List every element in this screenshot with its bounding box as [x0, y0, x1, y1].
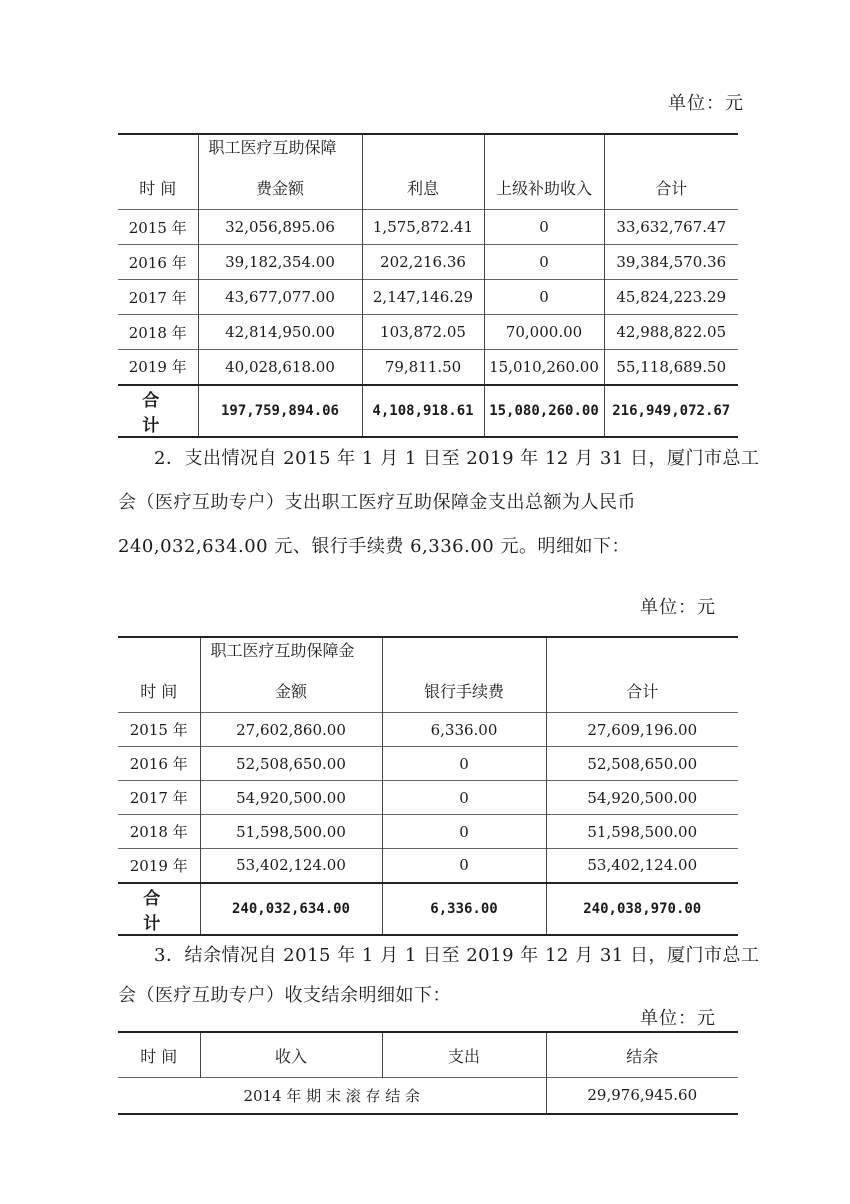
paragraph-line: 2．支出情况自 2015 年 1 月 1 日至 2019 年 12 月 31 日，厦门市总工 — [154, 448, 760, 469]
row-bank-fee: 6,336.00 — [382, 713, 546, 747]
row-bank-fee: 0 — [382, 781, 546, 815]
row-year: 2016 年 — [118, 245, 198, 280]
table-row — [118, 350, 738, 385]
row-year: 2017 年 — [118, 280, 198, 315]
col-subsidy: 上级补助收入 — [484, 134, 604, 210]
row-subsidy: 0 — [484, 245, 604, 280]
col-time: 时 间 — [140, 1046, 178, 1066]
table-row — [118, 315, 738, 350]
row-interest: 1,575,872.41 — [362, 210, 484, 245]
row-total: 45,824,223.29 — [604, 280, 738, 315]
table2-unit: 单位：元 — [640, 597, 716, 618]
row-fee: 42,814,950.00 — [198, 315, 362, 350]
balance-table-header — [118, 1032, 738, 1078]
paragraph-line: 会（医疗互助专户）支出职工医疗互助保障金支出总额为人民币 — [118, 492, 636, 513]
row-total: 55,118,689.50 — [604, 350, 738, 385]
row-year: 2019 年 — [118, 849, 200, 883]
col-interest: 利息 — [362, 134, 484, 210]
total-label: 合 计 — [118, 385, 198, 437]
table-row — [118, 747, 738, 781]
table3-unit: 单位：元 — [640, 1008, 716, 1029]
row-total: 27,609,196.00 — [546, 713, 738, 747]
row-amount: 52,508,650.00 — [200, 747, 382, 781]
total-label: 合 计 — [118, 883, 200, 935]
total-row — [118, 883, 738, 935]
paragraph-line: 240,032,634.00 元、银行手续费 6,336.00 元。明细如下： — [118, 536, 630, 557]
paragraph-line: 3．结余情况自 2015 年 1 月 1 日至 2019 年 12 月 31 日，厦门市总工 — [154, 945, 760, 966]
row-total: 42,988,822.05 — [604, 315, 738, 350]
table-row — [118, 815, 738, 849]
col-balance: 结余 — [546, 1032, 738, 1078]
row-amount: 27,602,860.00 — [200, 713, 382, 747]
table1-unit: 单位：元 — [668, 93, 744, 114]
col-income: 收入 — [200, 1032, 382, 1078]
table-row — [118, 280, 738, 315]
col-bank-fee: 银行手续费 — [382, 637, 546, 713]
row-bank-fee: 0 — [382, 849, 546, 883]
row-amount: 51,598,500.00 — [200, 815, 382, 849]
row-amount: 54,920,500.00 — [200, 781, 382, 815]
row-interest: 103,872.05 — [362, 315, 484, 350]
balance-table — [118, 1031, 738, 1115]
total-amount: 240,032,634.00 — [200, 883, 382, 935]
row-year: 2015 年 — [118, 713, 200, 747]
row-subsidy: 70,000.00 — [484, 315, 604, 350]
row-bank-fee: 0 — [382, 747, 546, 781]
total-bank-fee: 6,336.00 — [382, 883, 546, 935]
row-total: 54,920,500.00 — [546, 781, 738, 815]
row-subsidy: 0 — [484, 210, 604, 245]
income-table — [118, 133, 738, 438]
income-table-header — [118, 134, 738, 210]
expenditure-table-header — [118, 637, 738, 713]
row-year: 2016 年 — [118, 747, 200, 781]
row-total: 53,402,124.00 — [546, 849, 738, 883]
row-total: 39,384,570.36 — [604, 245, 738, 280]
row-interest: 202,216.36 — [362, 245, 484, 280]
expenditure-paragraph — [118, 437, 758, 569]
col-fee: 职工医疗互助保障 费金额 — [198, 134, 362, 210]
table-row — [118, 245, 738, 280]
row-total: 52,508,650.00 — [546, 747, 738, 781]
row-fee: 39,182,354.00 — [198, 245, 362, 280]
row-year: 2015 年 — [118, 210, 198, 245]
row-subsidy: 0 — [484, 280, 604, 315]
expenditure-table — [118, 636, 738, 936]
table-row — [118, 713, 738, 747]
row-interest: 79,811.50 — [362, 350, 484, 385]
total-total: 240,038,970.00 — [546, 883, 738, 935]
row-year: 2018 年 — [118, 815, 200, 849]
row-fee: 32,056,895.06 — [198, 210, 362, 245]
row-subsidy: 15,010,260.00 — [484, 350, 604, 385]
col-amount: 职工医疗互助保障金 金额 — [200, 637, 382, 713]
row-year: 2018 年 — [118, 315, 198, 350]
carry-over-balance: 29,976,945.60 — [546, 1078, 738, 1114]
total-interest: 4,108,918.61 — [362, 385, 484, 437]
total-total: 216,949,072.67 — [604, 385, 738, 437]
row-total: 51,598,500.00 — [546, 815, 738, 849]
row-year: 2019 年 — [118, 350, 198, 385]
table-row — [118, 210, 738, 245]
col-time: 时 间 — [140, 682, 178, 701]
table-row — [118, 781, 738, 815]
col-time: 时 间 — [139, 179, 177, 198]
total-row — [118, 385, 738, 437]
col-total: 合计 — [546, 637, 738, 713]
row-fee: 40,028,618.00 — [198, 350, 362, 385]
row-total: 33,632,767.47 — [604, 210, 738, 245]
row-interest: 2,147,146.29 — [362, 280, 484, 315]
col-expense: 支出 — [382, 1032, 546, 1078]
carry-over-label: 2014 年 期 末 滚 存 结 余 — [118, 1078, 546, 1114]
row-amount: 53,402,124.00 — [200, 849, 382, 883]
paragraph-line: 会（医疗互助专户）收支结余明细如下： — [118, 985, 451, 1006]
col-total: 合计 — [604, 134, 738, 210]
table-row — [118, 1078, 738, 1114]
total-fee: 197,759,894.06 — [198, 385, 362, 437]
row-fee: 43,677,077.00 — [198, 280, 362, 315]
total-subsidy: 15,080,260.00 — [484, 385, 604, 437]
table-row — [118, 849, 738, 883]
row-year: 2017 年 — [118, 781, 200, 815]
row-bank-fee: 0 — [382, 815, 546, 849]
